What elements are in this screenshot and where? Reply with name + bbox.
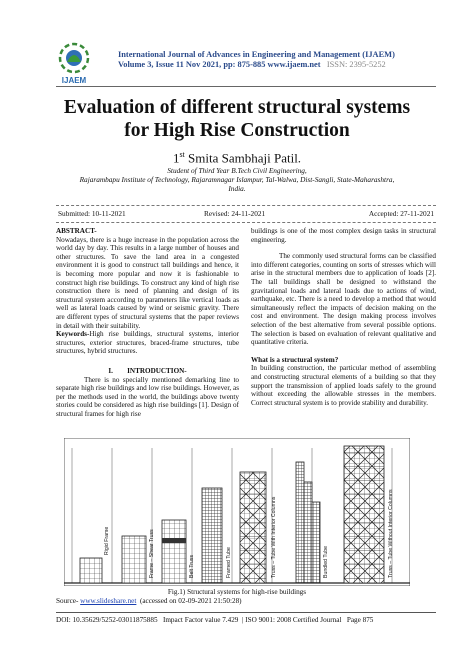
bundled-tube-building-b [304, 482, 312, 583]
label-framed-tube: Framed Tube [226, 547, 232, 578]
title-line-2: for High Rise Construction [124, 120, 350, 141]
figure-caption: Fig.1) Structural systems for high-rise buildings [167, 588, 307, 596]
author-name: Smita Sambhaji Patil. [188, 150, 302, 166]
page-footer: DOI: 10.35629/5252-03011875885 Impact Factor value 7.429 | ISO 9001: 2008 Certified Journal Page 875 [56, 616, 374, 624]
keywords-label: Keywords- [56, 330, 90, 339]
issn-text: ISSN: 2395-5252 [326, 60, 386, 69]
right-paragraph-1: buildings is one of the most complex design tasks in structural engineering. [251, 227, 436, 244]
volume-text: Volume 3, Issue 11 Nov 2021, pp: 875-885 [118, 60, 266, 69]
affiliation-line-2: Rajarambapu Institute of Technology, Rajaramnagar Islampur, Tal-Walwa, Dist-Sangli, State-Maharashtra, [79, 175, 395, 185]
accepted-date: Accepted: 27-11-2021 [368, 209, 434, 218]
abstract-heading: ABSTRACT- [56, 227, 97, 235]
ijaem-logo-icon [54, 42, 94, 86]
author-superscript: st [179, 150, 185, 159]
submitted-date: Submitted: 10-11-2021 [58, 209, 126, 218]
journal-website-link[interactable]: www.ijaem.net [267, 60, 321, 69]
keywords-text: High rise buildings, structural systems, interior structures, exterior structures, braced-frame structures, tube structures, hybrid structures. [56, 330, 239, 356]
right-column [251, 227, 436, 407]
label-belt-truss: Belt Truss [189, 554, 195, 578]
right-paragraph-2: The commonly used structural forms can be classified into different categories, counting on sorts of stresses which will arise in the structural members due to application of loads [2]. The tall buildings shall be designed to withstand the gravitational loads and lateral loads due to actions of wind, earthquake, etc. There is a need to develop a method that would simultaneously reflect the impacts of decision making on the cost and environment. The design making process involves selection of the best alternative from several possible options. The selection is based on evaluation of relevant qualitative and quantitative criteria. [251, 252, 436, 347]
label-truss-tube-no-interior: Truss – Tube Without Interior Columns [388, 489, 394, 578]
bundled-tube-building-a [296, 462, 304, 583]
dates-top-divider [56, 205, 436, 206]
journal-info [118, 50, 395, 70]
frame-shear-truss-building [122, 536, 146, 583]
paper-title [40, 96, 434, 142]
affiliation-line-3: India. [228, 184, 246, 194]
abstract-body: Nowadays, there is a huge increase in the population across the world day by day. This results in a large number of houses and other structures. To save the land area in a congested environment it is good to construct tall buildings and hence, it is becoming more popular and now it is fashionable to construct high rise buildings. To construct any kind of high rise construction there is need of planning and design of its structural system according to parameters like vertical loads as well as lateral loads caused by wind or seismic gravity. There are different types of structural systems that the paper reviews in detail with their suitability. [56, 235, 239, 330]
journal-volume-line [118, 60, 395, 70]
source-suffix: (accessed on 02-09-2021 21:50:28) [136, 597, 242, 605]
source-link[interactable]: www.slideshare.net [80, 597, 137, 605]
label-bundled-tube: Bundled Tube [323, 545, 329, 578]
left-column [56, 227, 239, 418]
author-affiliation [40, 166, 434, 194]
journal-header [56, 44, 436, 85]
belt-truss-building [162, 520, 186, 583]
dates-bottom-divider [56, 222, 436, 223]
author-line [40, 147, 434, 166]
introduction-body: There is no specially mentioned demarking line to separate high rise buildings and low rise buildings. However, as per the methods used in the world, the buildings above twenty stories could be considered as high rise buildings [1]. Design of structural frames for high rise [56, 375, 239, 418]
dates-row [58, 209, 434, 219]
label-frame-shear-truss: Frame – Shear Truss [149, 529, 155, 578]
affiliation-line-1: Student of Third Year B.Tech Civil Engineering, [167, 166, 307, 175]
svg-text:IJAEM: IJAEM [61, 76, 87, 85]
title-line-1: Evaluation of different structural systems [63, 97, 411, 118]
journal-name: International Journal of Advances in Engineering and Management (IJAEM) [118, 50, 395, 59]
author-number: 1 [172, 150, 180, 166]
label-rigid-frame: Rigid Frame [104, 526, 110, 555]
belt-truss-band [162, 538, 186, 543]
framed-tube-building [202, 488, 222, 583]
right-paragraph-3: In building construction, the particular method of assembling and constructing structural elements of a building so that they support the transmission of applied loads safely to the ground without exceeding the allowable stresses in the members. Correct structural system is to provide stability and durability. [251, 364, 436, 407]
rigid-frame-building [80, 558, 102, 583]
introduction-heading: I. INTRODUCTION- [108, 366, 187, 375]
label-truss-tube-interior: Truss – Tube With Interior Columns [271, 496, 277, 578]
structural-system-subheading: What is a structural system? [251, 355, 339, 364]
structural-systems-figure [64, 438, 410, 586]
source-prefix: Source- [56, 597, 81, 605]
footer-divider [56, 612, 436, 613]
revised-date: Revised: 24-11-2021 [204, 209, 266, 218]
header-divider [56, 86, 436, 87]
figure-source [56, 597, 242, 606]
bundled-tube-building-c [312, 502, 320, 583]
